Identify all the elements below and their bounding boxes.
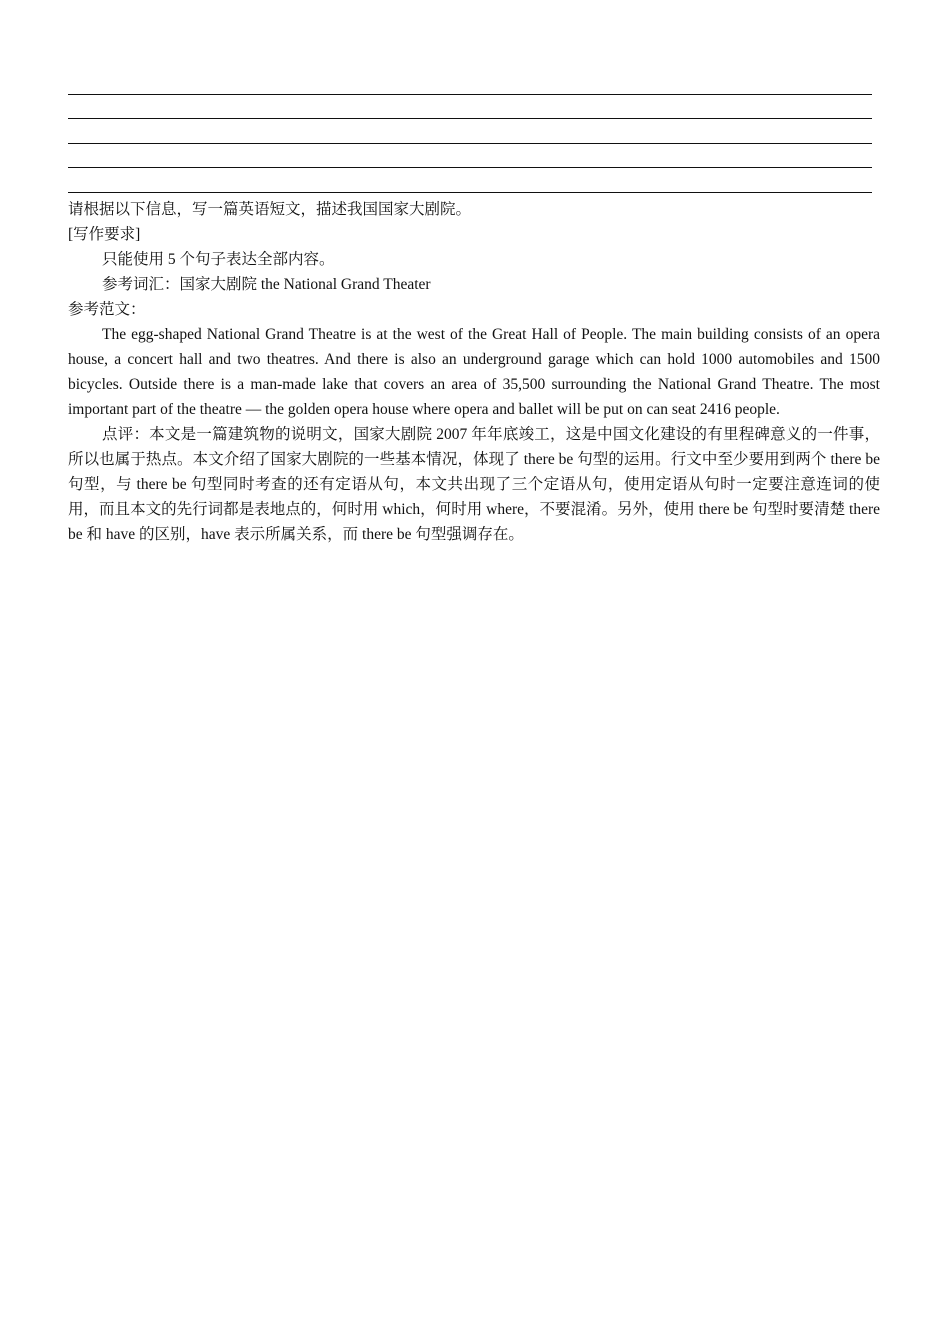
answer-line xyxy=(68,95,872,120)
writing-task xyxy=(68,197,880,547)
answer-lines xyxy=(68,70,880,193)
requirements-heading: [写作要求] xyxy=(68,225,141,243)
sample-heading: 参考范文： xyxy=(68,300,146,318)
answer-line xyxy=(68,119,872,144)
reference-vocabulary: 参考词汇：国家大剧院 the National Grand Theater xyxy=(102,275,431,293)
answer-line xyxy=(68,70,872,95)
answer-line xyxy=(68,144,872,169)
requirement-item: 只能使用 5 个句子表达全部内容。 xyxy=(102,250,335,268)
commentary: 点评：本文是一篇建筑物的说明文，国家大剧院 2007 年年底竣工，这是中国文化建设的有里程碑意义的一件事，所以也属于热点。本文介绍了国家大剧院的一些基本情况，体现了 there be 句型的运用。行文中至少要用到两个 there be 句型，与 there be 句型同时考查的还有定语从句，本文共出现了三个定语从句，使用定语从句时一定要注意连词的使用，而且本文的先行词都是表地点的，何时用 which，何时用 where，不要混淆。另外，使用 there be 句型时要清楚 there be 和 have 的区别，have 表示所属关系，而 there be 句型强调存在。 xyxy=(68,425,880,543)
sample-essay: The egg-shaped National Grand Theatre is at the west of the Great Hall of People. The main building consists of an opera house, a concert hall and two theatres. And there is also an underground garage which can hold 1000 automobiles and 1500 bicycles. Outside there is a man-made lake that covers an area of 35,500 surrounding the National Grand Theatre. The most important part of the theatre — the golden opera house where opera and ballet will be put on can seat 2416 people. xyxy=(68,325,880,418)
task-prompt: 请根据以下信息，写一篇英语短文，描述我国国家大剧院。 xyxy=(68,200,472,218)
answer-line xyxy=(68,168,872,193)
document-page xyxy=(68,70,880,547)
